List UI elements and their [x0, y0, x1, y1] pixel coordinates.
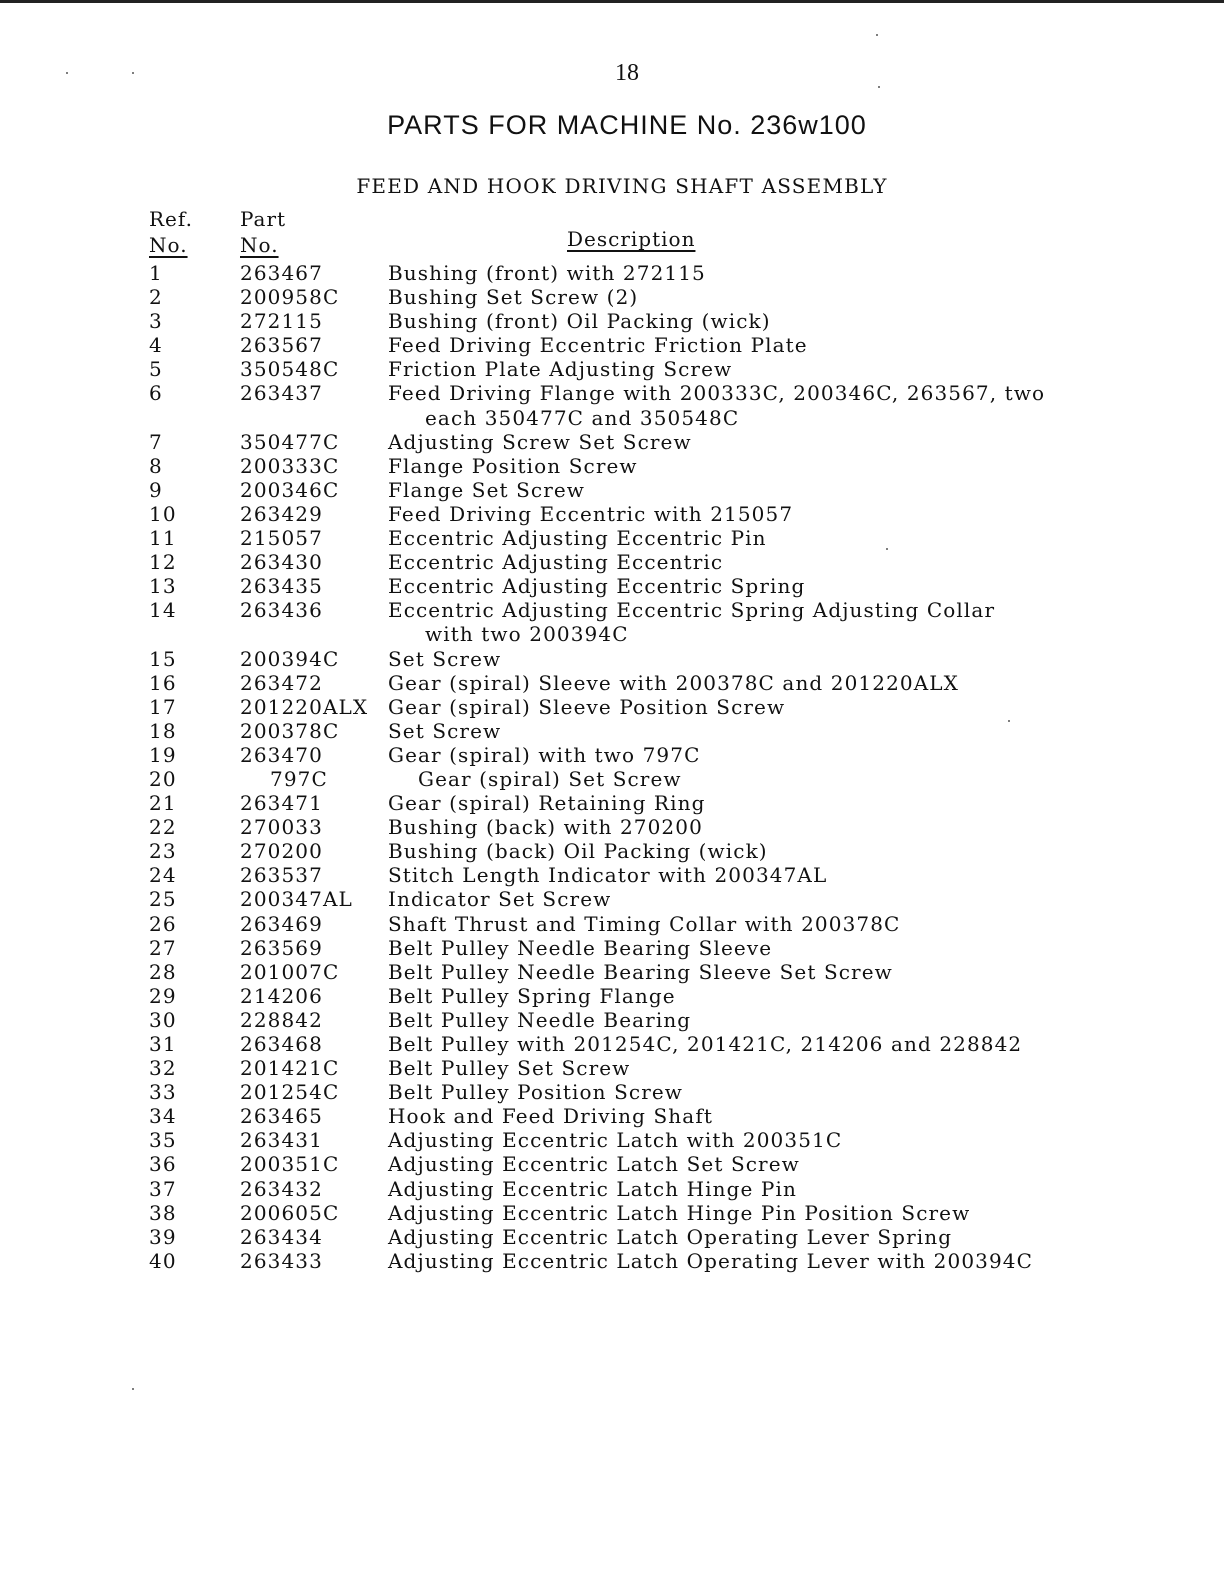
- ref-number: 34: [149, 1104, 177, 1129]
- part-number: 263467: [240, 261, 323, 285]
- scan-speck: [132, 1388, 134, 1390]
- part-number: 200394C: [240, 646, 340, 671]
- part-row: [149, 1225, 1149, 1249]
- part-row: [149, 815, 1149, 839]
- ref-number: 33: [149, 1080, 177, 1105]
- part-row: [149, 960, 1149, 984]
- part-row: [149, 1152, 1149, 1176]
- scan-speck: [886, 548, 888, 550]
- part-row: [149, 550, 1149, 574]
- part-number: 263537: [240, 863, 323, 888]
- part-row: [149, 767, 1149, 791]
- ref-number: 14: [149, 598, 177, 623]
- part-row: [149, 574, 1149, 598]
- part-number: 200347AL: [240, 887, 353, 912]
- part-row: [149, 1032, 1149, 1056]
- scan-speck: [876, 34, 878, 36]
- part-description: Eccentric Adjusting Eccentric: [388, 550, 724, 575]
- page-title: PARTS FOR MACHINE No. 236w100: [387, 110, 867, 140]
- part-description: Adjusting Eccentric Latch with 200351C: [388, 1128, 843, 1153]
- ref-number: 12: [149, 550, 177, 575]
- part-row: [149, 647, 1149, 671]
- part-row: [149, 502, 1149, 526]
- part-description: Belt Pulley Spring Flange: [388, 983, 676, 1008]
- part-description: Bushing (front) Oil Packing (wick): [388, 309, 771, 334]
- ref-number: 23: [149, 839, 177, 864]
- part-description: Belt Pulley Set Screw: [388, 1056, 631, 1081]
- scan-speck: [878, 86, 880, 88]
- ref-number: 2: [149, 285, 163, 310]
- part-row: [149, 791, 1149, 815]
- part-description: Gear (spiral) with two 797C: [388, 742, 701, 767]
- ref-number: 37: [149, 1176, 177, 1201]
- part-number: 263567: [240, 333, 323, 358]
- section-title: FEED AND HOOK DRIVING SHAFT ASSEMBLY: [356, 174, 888, 198]
- part-description: Indicator Set Screw: [388, 887, 612, 912]
- part-description: Belt Pulley Needle Bearing Sleeve: [388, 935, 773, 960]
- part-number: 263430: [240, 550, 323, 575]
- part-row: [149, 743, 1149, 767]
- ref-number: 36: [149, 1152, 177, 1177]
- ref-number: 6: [149, 381, 163, 406]
- description-header: Description: [567, 227, 696, 251]
- ref-number: 26: [149, 911, 177, 936]
- ref-number: 32: [149, 1056, 177, 1081]
- part-number: 263468: [240, 1032, 323, 1056]
- ref-number: 5: [149, 357, 163, 382]
- part-description: Friction Plate Adjusting Screw: [388, 357, 733, 382]
- part-description: Gear (spiral) Sleeve with 200378C and 201220ALX: [388, 670, 959, 695]
- ref-number: 8: [149, 453, 163, 478]
- part-description: Bushing (back) Oil Packing (wick): [388, 839, 768, 864]
- ref-number: 30: [149, 1007, 177, 1032]
- part-number: 200605C: [240, 1200, 340, 1225]
- ref-header-line2: No.: [149, 233, 188, 257]
- ref-number: 38: [149, 1200, 177, 1225]
- part-number: 263569: [240, 935, 323, 960]
- ref-number: 9: [149, 477, 163, 502]
- part-description: Bushing Set Screw (2): [388, 285, 639, 310]
- part-row: [149, 1201, 1149, 1225]
- part-description: Feed Driving Flange with 200333C, 200346C, 263567, two: [388, 381, 1046, 406]
- part-description: Adjusting Eccentric Latch Set Screw: [388, 1152, 800, 1177]
- part-row: [149, 1249, 1149, 1273]
- ref-number: 21: [149, 791, 177, 816]
- part-number: 263429: [240, 501, 323, 526]
- part-description: Adjusting Eccentric Latch Operating Lever Spring: [388, 1224, 953, 1249]
- part-number: 263432: [240, 1176, 323, 1201]
- part-description: Gear (spiral) Sleeve Position Screw: [388, 694, 786, 719]
- part-no-header: [240, 206, 286, 258]
- part-number: 263434: [240, 1224, 323, 1249]
- ref-number: 7: [149, 429, 163, 454]
- part-number: 272115: [240, 309, 323, 334]
- part-number: 263465: [240, 1104, 323, 1129]
- part-description: Belt Pulley Needle Bearing: [388, 1007, 692, 1032]
- part-description: Flange Position Screw: [388, 453, 638, 478]
- part-description: Eccentric Adjusting Eccentric Spring: [388, 574, 806, 599]
- part-number: 263433: [240, 1248, 323, 1273]
- part-row: [149, 984, 1149, 1008]
- scan-speck: [66, 72, 68, 74]
- ref-number: 39: [149, 1224, 177, 1249]
- part-row: [149, 887, 1149, 911]
- part-description: Bushing (front) with 272115: [388, 261, 706, 285]
- ref-number: 10: [149, 501, 177, 526]
- ref-number: 1: [149, 261, 163, 285]
- ref-number: 29: [149, 983, 177, 1008]
- part-number: 201007C: [240, 959, 340, 984]
- scan-speck: [132, 72, 134, 74]
- ref-number: 4: [149, 333, 163, 358]
- part-header-line2: No.: [240, 233, 279, 257]
- ref-number: 31: [149, 1032, 177, 1056]
- ref-number: 24: [149, 863, 177, 888]
- ref-number: 16: [149, 670, 177, 695]
- ref-number: 22: [149, 815, 177, 840]
- part-number: 797C: [270, 766, 328, 791]
- part-row: [149, 1177, 1149, 1201]
- part-row: [149, 526, 1149, 550]
- ref-number: 28: [149, 959, 177, 984]
- part-row: [149, 1104, 1149, 1128]
- scan-speck: [1008, 720, 1010, 722]
- part-description: Feed Driving Eccentric with 215057: [388, 501, 794, 526]
- part-row-continuation: [149, 406, 1149, 430]
- part-number: 214206: [240, 983, 323, 1008]
- part-number: 228842: [240, 1007, 323, 1032]
- parts-list: [149, 261, 1149, 1273]
- part-number: 201220ALX: [240, 694, 369, 719]
- ref-number: 3: [149, 309, 163, 334]
- part-description: Gear (spiral) Set Screw: [418, 766, 682, 791]
- part-number: 200351C: [240, 1152, 340, 1177]
- part-number: 200346C: [240, 477, 340, 502]
- part-number: 270200: [240, 839, 323, 864]
- part-number: 201421C: [240, 1056, 340, 1081]
- ref-number: 27: [149, 935, 177, 960]
- part-description: Eccentric Adjusting Eccentric Spring Adjusting Collar: [388, 598, 996, 623]
- ref-number: 20: [149, 766, 177, 791]
- part-description: Adjusting Eccentric Latch Hinge Pin Position Screw: [388, 1200, 971, 1225]
- part-description: Adjusting Screw Set Screw: [388, 429, 692, 454]
- part-number: 200333C: [240, 453, 340, 478]
- part-number: 263435: [240, 574, 323, 599]
- ref-number: 18: [149, 718, 177, 743]
- part-row: [149, 381, 1149, 405]
- part-number: 350548C: [240, 357, 340, 382]
- part-description: Feed Driving Eccentric Friction Plate: [388, 333, 808, 358]
- part-description: Gear (spiral) Retaining Ring: [388, 791, 706, 816]
- part-row: [149, 1128, 1149, 1152]
- part-number: 200378C: [240, 718, 340, 743]
- part-description-continued: each 350477C and 350548C: [425, 405, 740, 430]
- part-description: Hook and Feed Driving Shaft: [388, 1104, 713, 1129]
- part-row: [149, 912, 1149, 936]
- part-row: [149, 1008, 1149, 1032]
- part-row: [149, 598, 1149, 622]
- part-row: [149, 357, 1149, 381]
- part-row: [149, 671, 1149, 695]
- part-row: [149, 333, 1149, 357]
- part-description: Eccentric Adjusting Eccentric Pin: [388, 526, 767, 551]
- ref-number: 13: [149, 574, 177, 599]
- part-row: [149, 309, 1149, 333]
- ref-number: 19: [149, 742, 177, 767]
- part-number: 263471: [240, 791, 323, 816]
- part-description: Stitch Length Indicator with 200347AL: [388, 863, 828, 888]
- part-description: Belt Pulley Position Screw: [388, 1080, 684, 1105]
- part-number: 263472: [240, 670, 323, 695]
- ref-number: 40: [149, 1248, 177, 1273]
- part-number: 263431: [240, 1128, 323, 1153]
- ref-no-header: [149, 206, 193, 258]
- part-row: [149, 936, 1149, 960]
- part-description: Flange Set Screw: [388, 477, 586, 502]
- part-row: [149, 261, 1149, 285]
- ref-number: 35: [149, 1128, 177, 1153]
- page-number: 18: [615, 60, 639, 86]
- ref-header-line1: Ref.: [149, 207, 193, 231]
- part-description: Set Screw: [388, 718, 502, 743]
- part-description: Bushing (back) with 270200: [388, 815, 703, 840]
- part-number: 200958C: [240, 285, 340, 310]
- part-row: [149, 478, 1149, 502]
- part-description: Adjusting Eccentric Latch Hinge Pin: [388, 1176, 797, 1201]
- top-border-rule: [0, 0, 1224, 3]
- part-number: 270033: [240, 815, 323, 840]
- part-number: 263437: [240, 381, 323, 406]
- ref-number: 17: [149, 694, 177, 719]
- part-description-continued: with two 200394C: [425, 622, 629, 647]
- part-row: [149, 430, 1149, 454]
- part-description: Shaft Thrust and Timing Collar with 200378C: [388, 911, 901, 936]
- part-row: [149, 1056, 1149, 1080]
- ref-number: 25: [149, 887, 177, 912]
- part-description: Adjusting Eccentric Latch Operating Lever with 200394C: [388, 1248, 1034, 1273]
- part-row: [149, 839, 1149, 863]
- ref-number: 15: [149, 646, 177, 671]
- part-header-line1: Part: [240, 207, 287, 231]
- part-number: 263470: [240, 742, 323, 767]
- part-description: Set Screw: [388, 646, 502, 671]
- part-number: 215057: [240, 526, 323, 551]
- ref-number: 11: [149, 526, 177, 551]
- part-number: 350477C: [240, 429, 340, 454]
- part-row: [149, 1080, 1149, 1104]
- part-row-continuation: [149, 622, 1149, 646]
- part-row: [149, 863, 1149, 887]
- part-row: [149, 719, 1149, 743]
- part-description: Belt Pulley with 201254C, 201421C, 214206 and 228842: [388, 1032, 1023, 1056]
- part-description: Belt Pulley Needle Bearing Sleeve Set Screw: [388, 959, 893, 984]
- part-row: [149, 285, 1149, 309]
- part-row: [149, 695, 1149, 719]
- part-number: 201254C: [240, 1080, 340, 1105]
- part-row: [149, 454, 1149, 478]
- part-number: 263436: [240, 598, 323, 623]
- part-number: 263469: [240, 911, 323, 936]
